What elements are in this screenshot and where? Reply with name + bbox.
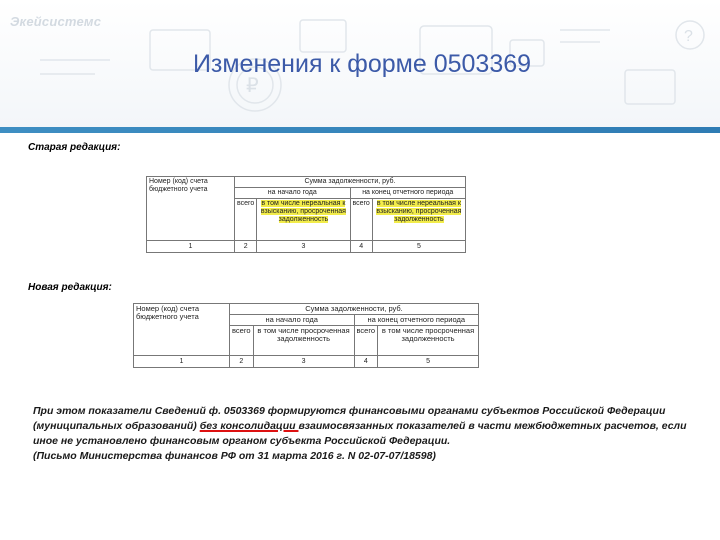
explanation-underlined: без консолидации bbox=[199, 420, 299, 432]
old-edition-table bbox=[146, 176, 466, 253]
explanation-text bbox=[33, 404, 693, 464]
col-incl-end-header: в том числе просроченная задолженность bbox=[378, 326, 479, 356]
new-edition-table bbox=[133, 303, 479, 368]
table-cell: 2 bbox=[230, 356, 254, 368]
svg-text:₽: ₽ bbox=[246, 75, 259, 97]
svg-text:?: ? bbox=[684, 28, 693, 45]
table-cell: 2 bbox=[235, 241, 257, 253]
col-total-end-header: всего bbox=[354, 326, 378, 356]
highlighted-text: в том числе нереальная к взысканию, просроченная задолженность bbox=[260, 200, 346, 223]
table-cell: 1 bbox=[134, 356, 230, 368]
col-debt-header: Сумма задолженности, руб. bbox=[235, 177, 466, 188]
col-incl-start-header: в том числе просроченная задолженность bbox=[253, 326, 354, 356]
table-cell: 5 bbox=[378, 356, 479, 368]
reference-note: (Письмо Министерства финансов РФ от 31 марта 2016 г. N 02-07-07/18598) bbox=[33, 450, 436, 462]
col-end-header: на конец отчетного периода bbox=[354, 315, 479, 326]
table-cell: 1 bbox=[147, 241, 235, 253]
page-title: Изменения к форме 0503369 bbox=[192, 50, 532, 78]
table-cell: 4 bbox=[350, 241, 372, 253]
table-cell: 4 bbox=[354, 356, 378, 368]
col-debt-header: Сумма задолженности, руб. bbox=[230, 304, 479, 315]
table-cell: 3 bbox=[253, 356, 354, 368]
col-total-end-header: всего bbox=[350, 199, 372, 241]
explanation-text-part: взаимосвязанных показателей в части межбюджетных расчетов, если иное не установлено финансовым органом субъекта Российской Федерации. bbox=[33, 420, 687, 447]
col-total-start-header: всего bbox=[235, 199, 257, 241]
col-incl-end-header bbox=[372, 199, 465, 241]
explanation-text-part: При этом показатели Сведений ф. 0503369 формируются финансовыми органами субъектов Российской Федерации (муниципальных образований) bbox=[33, 405, 666, 432]
table-cell: 5 bbox=[372, 241, 465, 253]
col-incl-start-header bbox=[257, 199, 350, 241]
banner-divider bbox=[0, 127, 720, 133]
brand-logo: Экейсистемс bbox=[10, 14, 102, 29]
col-total-start-header: всего bbox=[230, 326, 254, 356]
table-cell: 3 bbox=[257, 241, 350, 253]
col-end-header: на конец отчетного периода bbox=[350, 188, 466, 199]
new-edition-label: Новая редакция: bbox=[28, 282, 112, 293]
col-start-header: на начало года bbox=[230, 315, 355, 326]
col-account-header: Номер (код) счета бюджетного учета bbox=[147, 177, 235, 241]
old-edition-label: Старая редакция: bbox=[28, 142, 121, 153]
header-banner bbox=[0, 0, 720, 128]
col-start-header: на начало года bbox=[235, 188, 351, 199]
highlighted-text: в том числе нереальная к взысканию, просроченная задолженность bbox=[376, 200, 462, 223]
col-account-header: Номер (код) счета бюджетного учета bbox=[134, 304, 230, 356]
